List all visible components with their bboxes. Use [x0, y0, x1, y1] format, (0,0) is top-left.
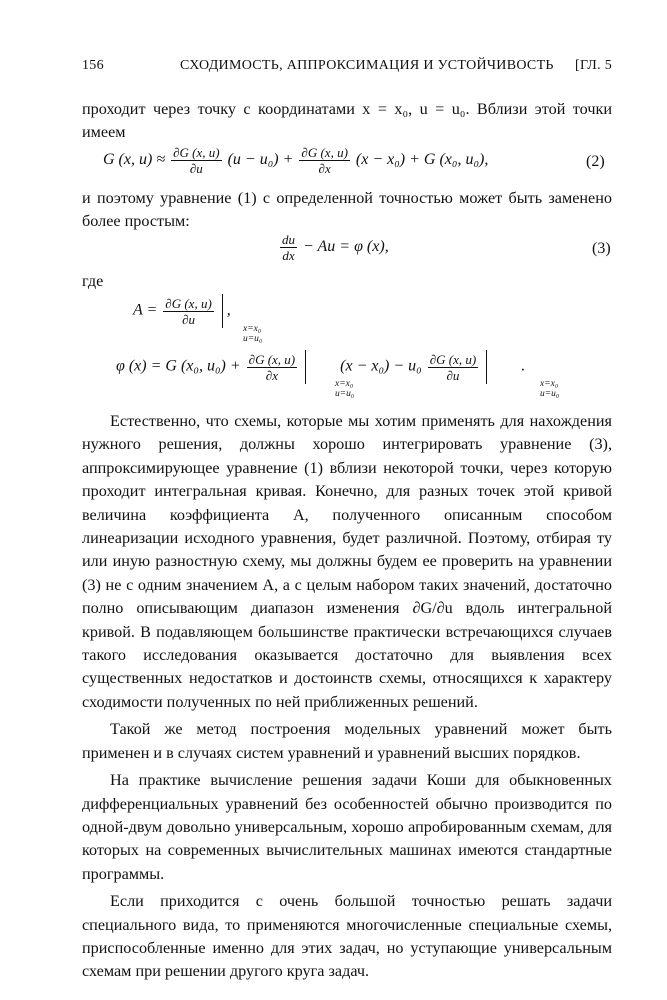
running-header [82, 58, 612, 80]
intro-paragraph: проходит через точку с координатами x = x₀, u = u₀. Вблизи этой точки имеем [82, 100, 612, 142]
equation-2-number: (2) [586, 153, 605, 170]
phi-fraction-1 [247, 352, 298, 383]
equation-A [133, 294, 231, 328]
eq2-frac2-numerator: ∂G (x, u) [301, 145, 348, 160]
phi-evaluation-bar-2 [486, 350, 487, 384]
A-subscript-x: x=x₀ [243, 324, 262, 334]
A-fraction [163, 296, 214, 327]
eq2-fraction-1 [171, 145, 222, 176]
A-comma: , [226, 301, 231, 319]
equation-3-number: (3) [592, 240, 611, 257]
eq3-denominator: dx [282, 248, 295, 263]
gde-word: где [82, 272, 104, 290]
equation-phi [116, 350, 525, 384]
A-numerator: ∂G (x, u) [165, 295, 212, 311]
phi-subscript-1-u: u=u₀ [335, 389, 355, 399]
phi-frac2-denominator: ∂u [446, 367, 460, 383]
phi-frac1-numerator: ∂G (x, u) [248, 351, 296, 367]
paragraph-1: Естественно, что схемы, которые мы хотим применять для нахождения нужного решения, должны хорошо интегрировать уравнение (3), аппроксимирующее уравнение (1) вблизи некоторой точки, через которую проходит интегральная кривая. Конечно, для разных точек этой кривой величина коэффициента A, полученного описанным способом линеаризации исходного уравнения, будет различной. Поэтому, отбирая ту или иную разностную схему, мы должны будем ее проверить на уравнении (3) не с одним значением A, а с целым набором таких значений, достаточно полно описывающим диапазон изменения ∂G/∂u вдоль интегральной кривой. В подавляющем большинстве практически встречающихся случаев такого исследования оказывается достаточно для выявления всех существенных недостатков и достоинств схемы, относящихся к характеру сходимости полученных по ней приближенных решений. [82, 412, 612, 711]
phi-subscript-2-x: x=x₀ [540, 379, 559, 389]
phi-end-period: . [521, 357, 526, 375]
eq3-rest: − Au = φ (x), [303, 238, 389, 256]
phi-lhs: φ (x) = G (x₀, u₀) + [116, 357, 241, 375]
eq2-term-1: (u − u₀) + [227, 151, 294, 169]
A-evaluation-bar [222, 294, 223, 328]
eq2-lhs: G (x, u) ≈ [103, 151, 166, 169]
A-lhs: A = [133, 301, 158, 319]
eq3-fraction [280, 232, 297, 263]
phi-fraction-2 [428, 352, 479, 383]
eq2-term-2: (x − x₀) + G (x₀, u₀), [355, 151, 489, 169]
after-eq2-paragraph: и поэтому уравнение (1) с определенной точностью может быть заменено более простым: [82, 189, 612, 231]
eq2-fraction-2 [299, 145, 350, 176]
phi-frac1-denominator: ∂x [265, 367, 278, 383]
paragraph-3: На практике вычисление решения задачи Коши для обыкновенных дифференциальных уравнений без особенностей обычно производится по одной-двум довольно универсальным, хорошо апробированным схемам, для которых на современных вычислительных машинах имеются стандартные программы. [82, 771, 612, 883]
gde-label [82, 270, 612, 293]
running-title: СХОДИМОСТЬ, АППРОКСИМАЦИЯ И УСТОЙЧИВОСТЬ [180, 58, 554, 73]
eq2-frac2-denominator: ∂x [318, 161, 331, 176]
eq2-frac1-numerator: ∂G (x, u) [173, 145, 220, 160]
chapter-label: [ГЛ. 5 [575, 58, 612, 73]
paragraph-4: Если приходится с очень большой точностью решать задачи специального вида, то применяются многочисленные специальные схемы, приспособленные именно для этих задач, но уступающие универсальным схемам при решении другого круга задач. [82, 892, 612, 981]
phi-subscript-1-x: x=x₀ [335, 379, 354, 389]
phi-middle-term: (x − x₀) − u₀ [340, 357, 422, 375]
page-number: 156 [82, 58, 104, 73]
body-text [82, 410, 612, 984]
A-denominator: ∂u [182, 311, 195, 327]
equation-3 [278, 232, 389, 263]
phi-frac2-numerator: ∂G (x, u) [429, 351, 477, 367]
A-subscript-u: u=u₀ [243, 334, 263, 344]
phi-evaluation-bar-1 [305, 350, 306, 384]
paragraph-2: Такой же метод построения модельных уравнений может быть применен и в случаях систем уравнений и уравнений высших порядков. [82, 720, 612, 762]
eq3-numerator: du [282, 232, 295, 247]
after-eq2-text [82, 187, 612, 234]
eq2-frac1-denominator: ∂u [189, 161, 203, 176]
phi-subscript-2-u: u=u₀ [540, 389, 560, 399]
intro-text [82, 98, 612, 145]
equation-2 [103, 145, 488, 176]
